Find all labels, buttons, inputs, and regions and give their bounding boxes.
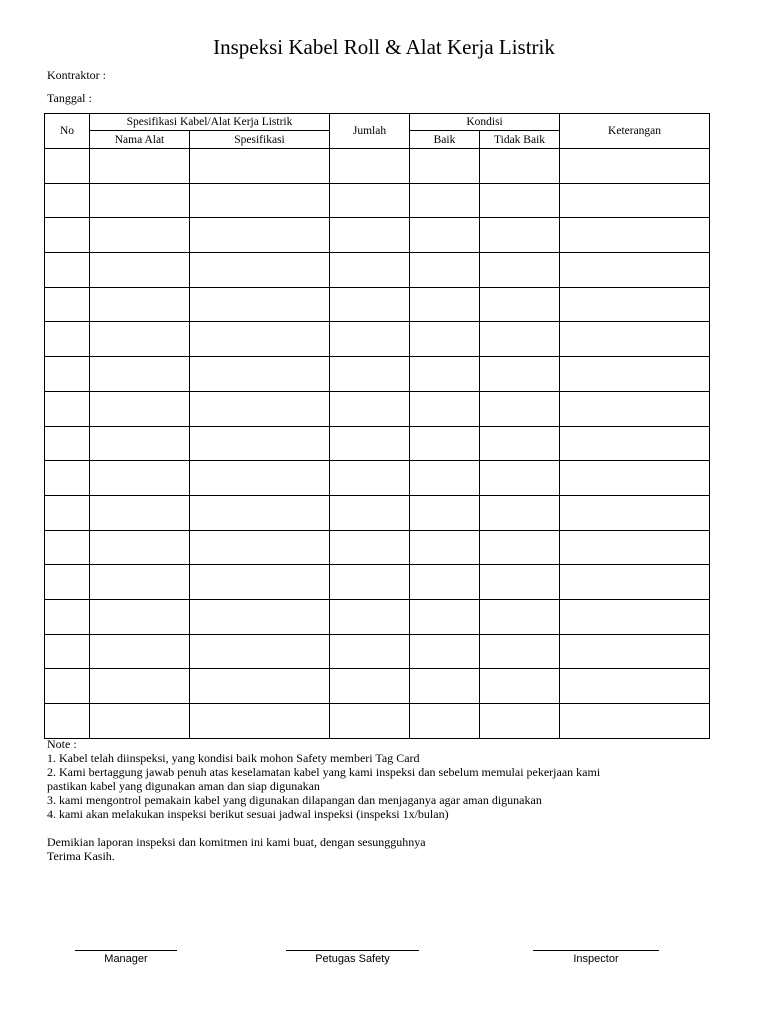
tidak-baik-cell [480, 599, 560, 634]
tidak-baik-cell [480, 357, 560, 392]
notes-heading: Note : [47, 737, 77, 751]
tidak-baik-cell [480, 391, 560, 426]
jumlah-cell [330, 599, 410, 634]
table-row [45, 426, 710, 461]
jumlah-cell [330, 704, 410, 739]
spesifikasi-cell [190, 530, 330, 565]
baik-cell [410, 495, 480, 530]
closing-section [47, 835, 426, 863]
no-cell [45, 634, 90, 669]
spesifikasi-cell [190, 253, 330, 288]
baik-cell [410, 599, 480, 634]
table-row [45, 634, 710, 669]
baik-cell [410, 704, 480, 739]
nama-alat-cell [90, 426, 190, 461]
table-row [45, 322, 710, 357]
tidak-baik-cell [480, 322, 560, 357]
baik-cell [410, 149, 480, 184]
header-spesifikasi: Spesifikasi [190, 131, 330, 149]
table-row [45, 357, 710, 392]
nama-alat-cell [90, 287, 190, 322]
no-cell [45, 599, 90, 634]
table-row [45, 599, 710, 634]
no-cell [45, 183, 90, 218]
document-title: Inspeksi Kabel Roll & Alat Kerja Listrik [213, 35, 555, 59]
jumlah-cell [330, 426, 410, 461]
spesifikasi-cell [190, 634, 330, 669]
closing-thanks: Terima Kasih. [47, 849, 115, 863]
jumlah-cell [330, 391, 410, 426]
keterangan-cell [560, 634, 710, 669]
header-jumlah: Jumlah [330, 114, 410, 149]
baik-cell [410, 322, 480, 357]
jumlah-cell [330, 218, 410, 253]
tidak-baik-cell [480, 565, 560, 600]
nama-alat-cell [90, 183, 190, 218]
spesifikasi-cell [190, 599, 330, 634]
table-row [45, 149, 710, 184]
jumlah-cell [330, 357, 410, 392]
manager-label: Manager [104, 953, 148, 965]
tidak-baik-cell [480, 669, 560, 704]
spesifikasi-cell [190, 704, 330, 739]
keterangan-cell [560, 461, 710, 496]
keterangan-cell [560, 357, 710, 392]
header-kondisi: Kondisi [410, 114, 560, 131]
baik-cell [410, 461, 480, 496]
keterangan-cell [560, 218, 710, 253]
baik-cell [410, 287, 480, 322]
jumlah-cell [330, 322, 410, 357]
closing-statement: Demikian laporan inspeksi dan komitmen ini kami buat, dengan sesungguhnya [47, 835, 426, 849]
baik-cell [410, 183, 480, 218]
table-row [45, 495, 710, 530]
spesifikasi-cell [190, 495, 330, 530]
keterangan-cell [560, 322, 710, 357]
no-cell [45, 530, 90, 565]
spesifikasi-cell [190, 565, 330, 600]
header-baik: Baik [410, 131, 480, 149]
table-row [45, 669, 710, 704]
header-keterangan: Keterangan [560, 114, 710, 149]
tidak-baik-cell [480, 149, 560, 184]
keterangan-cell [560, 704, 710, 739]
jumlah-cell [330, 530, 410, 565]
baik-cell [410, 357, 480, 392]
tanggal-label: Tanggal : [47, 91, 92, 105]
table-row [45, 253, 710, 288]
spesifikasi-cell [190, 357, 330, 392]
spesifikasi-cell [190, 149, 330, 184]
no-cell [45, 426, 90, 461]
spesifikasi-cell [190, 669, 330, 704]
tidak-baik-cell [480, 634, 560, 669]
table-row [45, 461, 710, 496]
jumlah-cell [330, 669, 410, 704]
nama-alat-cell [90, 253, 190, 288]
no-cell [45, 357, 90, 392]
nama-alat-cell [90, 495, 190, 530]
inspector-signature-line [533, 950, 659, 951]
table-row [45, 287, 710, 322]
keterangan-cell [560, 149, 710, 184]
keterangan-cell [560, 287, 710, 322]
header-tidak-baik: Tidak Baik [480, 131, 560, 149]
tidak-baik-cell [480, 287, 560, 322]
nama-alat-cell [90, 357, 190, 392]
no-cell [45, 391, 90, 426]
notes-section [47, 737, 707, 821]
no-cell [45, 218, 90, 253]
spesifikasi-cell [190, 461, 330, 496]
jumlah-cell [330, 461, 410, 496]
table-row [45, 704, 710, 739]
baik-cell [410, 391, 480, 426]
header-nama-alat: Nama Alat [90, 131, 190, 149]
nama-alat-cell [90, 634, 190, 669]
manager-signature-line [75, 950, 177, 951]
keterangan-cell [560, 391, 710, 426]
inspection-table [44, 113, 710, 739]
nama-alat-cell [90, 322, 190, 357]
spesifikasi-cell [190, 322, 330, 357]
inspector-label: Inspector [573, 953, 619, 965]
nama-alat-cell [90, 391, 190, 426]
table-row [45, 218, 710, 253]
baik-cell [410, 669, 480, 704]
note-item: 1. Kabel telah diinspeksi, yang kondisi baik mohon Safety memberi Tag Card [47, 751, 420, 765]
note-item: pastikan kabel yang digunakan aman dan siap digunakan [47, 779, 320, 793]
table-row [45, 565, 710, 600]
spesifikasi-cell [190, 287, 330, 322]
tidak-baik-cell [480, 426, 560, 461]
table-row [45, 530, 710, 565]
baik-cell [410, 253, 480, 288]
jumlah-cell [330, 634, 410, 669]
keterangan-cell [560, 565, 710, 600]
nama-alat-cell [90, 530, 190, 565]
tidak-baik-cell [480, 253, 560, 288]
jumlah-cell [330, 253, 410, 288]
baik-cell [410, 426, 480, 461]
tidak-baik-cell [480, 704, 560, 739]
no-cell [45, 322, 90, 357]
nama-alat-cell [90, 565, 190, 600]
spesifikasi-cell [190, 183, 330, 218]
note-item: 3. kami mengontrol pemakain kabel yang digunakan dilapangan dan menjaganya agar aman digunakan [47, 793, 542, 807]
table-row [45, 183, 710, 218]
note-item: 4. kami akan melakukan inspeksi berikut sesuai jadwal inspeksi (inspeksi 1x/bulan) [47, 807, 449, 821]
keterangan-cell [560, 426, 710, 461]
baik-cell [410, 634, 480, 669]
keterangan-cell [560, 530, 710, 565]
tidak-baik-cell [480, 530, 560, 565]
spesifikasi-cell [190, 218, 330, 253]
jumlah-cell [330, 495, 410, 530]
jumlah-cell [330, 183, 410, 218]
baik-cell [410, 530, 480, 565]
tidak-baik-cell [480, 495, 560, 530]
kontraktor-label: Kontraktor : [47, 68, 106, 82]
keterangan-cell [560, 253, 710, 288]
no-cell [45, 495, 90, 530]
note-item: 2. Kami bertaggung jawab penuh atas keselamatan kabel yang kami inspeksi dan sebelum memulai pekerjaan kami [47, 765, 601, 779]
no-cell [45, 669, 90, 704]
nama-alat-cell [90, 599, 190, 634]
no-cell [45, 287, 90, 322]
no-cell [45, 565, 90, 600]
spesifikasi-cell [190, 426, 330, 461]
nama-alat-cell [90, 461, 190, 496]
no-cell [45, 253, 90, 288]
no-cell [45, 461, 90, 496]
jumlah-cell [330, 149, 410, 184]
keterangan-cell [560, 669, 710, 704]
no-cell [45, 149, 90, 184]
nama-alat-cell [90, 149, 190, 184]
header-no: No [45, 114, 90, 149]
petugas-signature-line [286, 950, 419, 951]
tidak-baik-cell [480, 461, 560, 496]
nama-alat-cell [90, 218, 190, 253]
nama-alat-cell [90, 704, 190, 739]
jumlah-cell [330, 287, 410, 322]
jumlah-cell [330, 565, 410, 600]
petugas-safety-label: Petugas Safety [315, 953, 390, 965]
nama-alat-cell [90, 669, 190, 704]
tidak-baik-cell [480, 218, 560, 253]
tidak-baik-cell [480, 183, 560, 218]
baik-cell [410, 565, 480, 600]
spesifikasi-cell [190, 391, 330, 426]
keterangan-cell [560, 599, 710, 634]
keterangan-cell [560, 183, 710, 218]
header-spesifikasi-group: Spesifikasi Kabel/Alat Kerja Listrik [90, 114, 330, 131]
table-row [45, 391, 710, 426]
baik-cell [410, 218, 480, 253]
keterangan-cell [560, 495, 710, 530]
no-cell [45, 704, 90, 739]
